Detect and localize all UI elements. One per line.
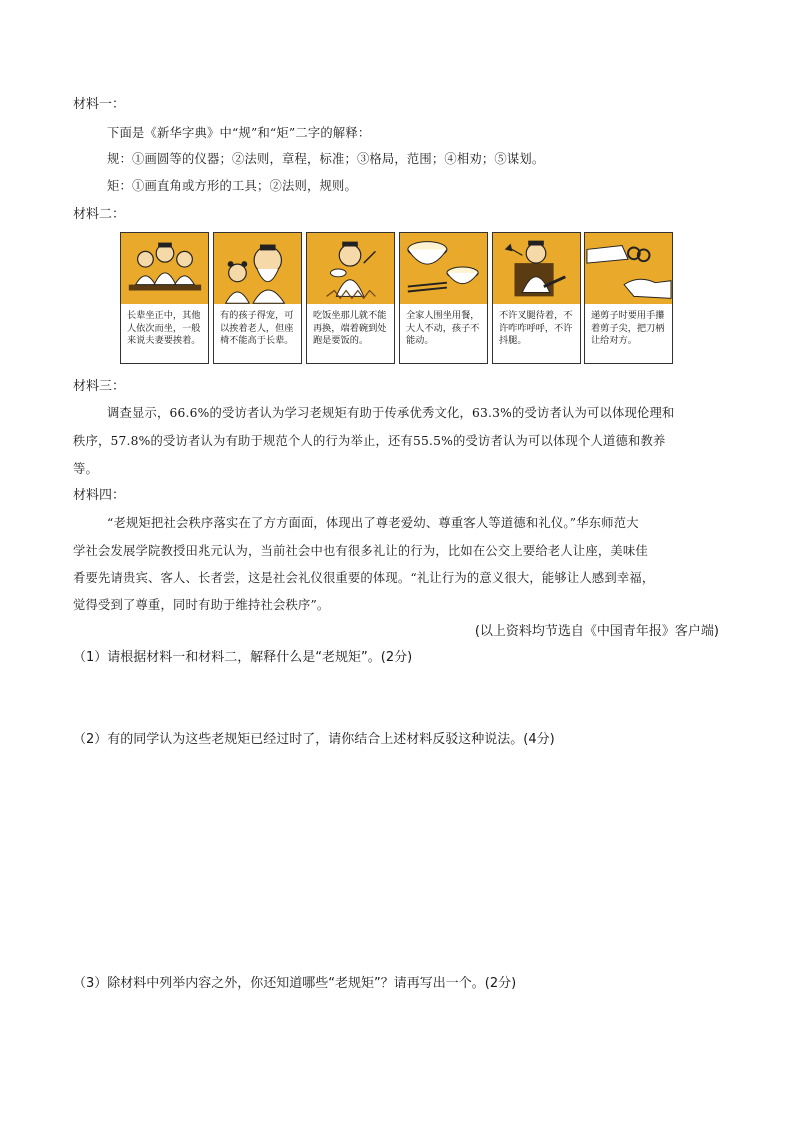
- comic-panel-3: [306, 232, 395, 364]
- comic-panel-2: [213, 232, 302, 364]
- eating-person-icon: [307, 233, 394, 304]
- rice-bowls-chopsticks-icon: [400, 233, 487, 304]
- material4-line-2: 学社会发展学院教授田兆元认为，当前社会中也有很多礼让的行为，比如在公交上要给老人让座，美味佳: [73, 544, 648, 558]
- elder-and-child-icon: [214, 233, 301, 304]
- material1-ju-definition: 矩：①画直角或方形的工具；②法则，规则。: [107, 179, 357, 193]
- person-crossing-legs-icon: [493, 233, 580, 304]
- comic-panel-5: [492, 232, 581, 364]
- panel-caption: 递剪子时要用手攥着剪子尖，把刀柄让给对方。: [591, 310, 665, 346]
- panel-caption: 有的孩子得宠，可以挨着老人，但座椅不能高于长辈。: [220, 310, 294, 346]
- material3-line-1: 调查显示，66.6%的受访者认为学习老规矩有助于传承优秀文化，63.3%的受访者认为可以体现伦理和: [107, 406, 675, 420]
- panel-caption: 长辈坐正中，其他人依次而坐，一般来说夫妻要挨着。: [127, 310, 201, 346]
- comic-panel-1: [120, 232, 209, 364]
- passing-scissors-icon: [585, 233, 672, 304]
- panel-caption: 吃饭坐那儿就不能再换，端着碗到处跑是要饭的。: [313, 310, 387, 346]
- family-seated-icon: [121, 233, 208, 304]
- question-3: （3）除材料中列举内容之外，你还知道哪些“老规矩”？请再写出一个。(2分): [73, 976, 517, 991]
- question-2: （2）有的同学认为这些老规矩已经过时了，请你结合上述材料反驳这种说法。(4分): [73, 732, 555, 747]
- material1-heading: 材料一：: [73, 97, 126, 112]
- material3-heading: 材料三：: [73, 379, 126, 394]
- panel-caption: 全家人围坐用餐，大人不动，孩子不能动。: [406, 310, 480, 346]
- material3-line-2: 秩序，57.8%的受访者认为有助于规范个人的行为举止，还有55.5%的受访者认为可以体现个人道德和教养: [73, 434, 666, 448]
- material4-line-1: “老规矩把社会秩序落实在了方方面面，体现出了尊老爱幼、尊重客人等道德和礼仪。”华东师范大: [107, 516, 639, 530]
- comic-panel-4: [399, 232, 488, 364]
- source-note: (以上资料均节选自《中国青年报》客户端): [474, 624, 719, 639]
- material4-heading: 材料四：: [73, 488, 126, 503]
- material2-heading: 材料二：: [73, 207, 126, 222]
- material3-line-3: 等。: [73, 462, 98, 476]
- material4-line-3: 肴要先请贵宾、客人、长者尝，这是社会礼仪很重要的体现。“礼让行为的意义很大，能够让人感到幸福，: [73, 571, 655, 585]
- material1-gui-definition: 规：①画圆等的仪器；②法则，章程，标准；③格局，范围；④相劝；⑤谋划。: [107, 152, 545, 166]
- question-1: （1）请根据材料一和材料二，解释什么是“老规矩”。(2分): [73, 650, 413, 665]
- material4-line-4: 觉得受到了尊重，同时有助于维持社会秩序”。: [73, 598, 330, 612]
- comic-panel-6: [584, 232, 673, 364]
- material1-intro: 下面是《新华字典》中“规”和“矩”二字的解释：: [107, 126, 371, 140]
- panel-caption: 不许叉腿待着，不许咋咋呼呼，不许抖腿。: [499, 310, 573, 346]
